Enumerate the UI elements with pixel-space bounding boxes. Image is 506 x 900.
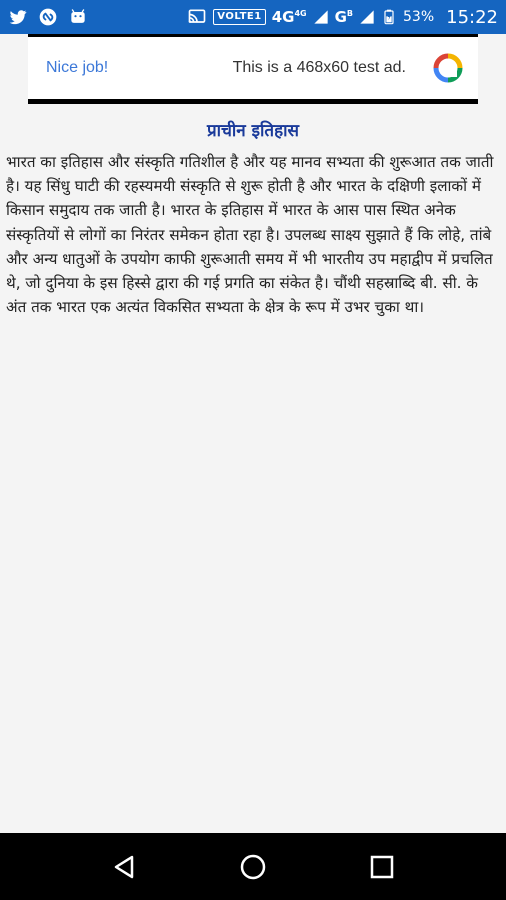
- battery-icon: [381, 7, 397, 27]
- navigation-bar: [0, 833, 506, 900]
- signal-icon: [313, 9, 329, 25]
- volte-badge: VOLTE1: [213, 9, 265, 25]
- page-title: प्राचीन इतिहास: [207, 121, 299, 141]
- network-4g: $4G^{4G}$: [271, 8, 307, 26]
- signal-icon: [359, 9, 375, 25]
- article-body: भारत का इतिहास और संस्कृति गतिशील है और यह मानव सभ्यता की शुरूआत तक जाती है। यह सिंधु घाटी की रहस्यमयी संस्कृति से शुरू होती है और भारत के दक्षिणी इलाकों में किसान समुदाय तक जाती है। भारत के इतिहास में भारत के आस पास स्थित अनेक संस्कृतियों से लोगों का निरंतर समेकन होता रहा है। उपलब्ध साक्ष्य सुझाते हैं कि लोहे, तांबे और अन्य धातुओं के उपयोग काफी शुरूआती समय में भी भारतीय उप महाद्वीप में प्रचलित थे, जो दुनिया के इस हिस्से द्वारा की गई प्रगति का संकेत है। चौंथी सहस्राब्दि बी. सी. के अंत तक भारत एक अत्यंत विकसित सभ्यता के क्षेत्र के रूप में उभर चुका था।: [6, 153, 494, 317]
- ad-nice-job[interactable]: Nice job!: [46, 59, 109, 76]
- android-icon: [68, 7, 88, 27]
- cast-icon: [187, 7, 207, 27]
- back-icon: [110, 853, 138, 881]
- ad-banner[interactable]: [28, 34, 478, 104]
- home-icon: [238, 852, 268, 882]
- clock: 15:22: [446, 6, 498, 28]
- status-bar: [0, 0, 506, 34]
- back-button[interactable]: [104, 847, 144, 887]
- recents-icon: [369, 854, 395, 880]
- shazam-icon: [38, 7, 58, 27]
- ad-text[interactable]: This is a 468x60 test ad.: [232, 59, 406, 76]
- network-g: $G^B$: [334, 8, 353, 26]
- ad-choices-icon[interactable]: [432, 52, 464, 84]
- battery-percent: 53%: [403, 9, 435, 25]
- home-button[interactable]: [233, 847, 273, 887]
- recents-button[interactable]: [362, 847, 402, 887]
- twitter-icon: [8, 7, 28, 27]
